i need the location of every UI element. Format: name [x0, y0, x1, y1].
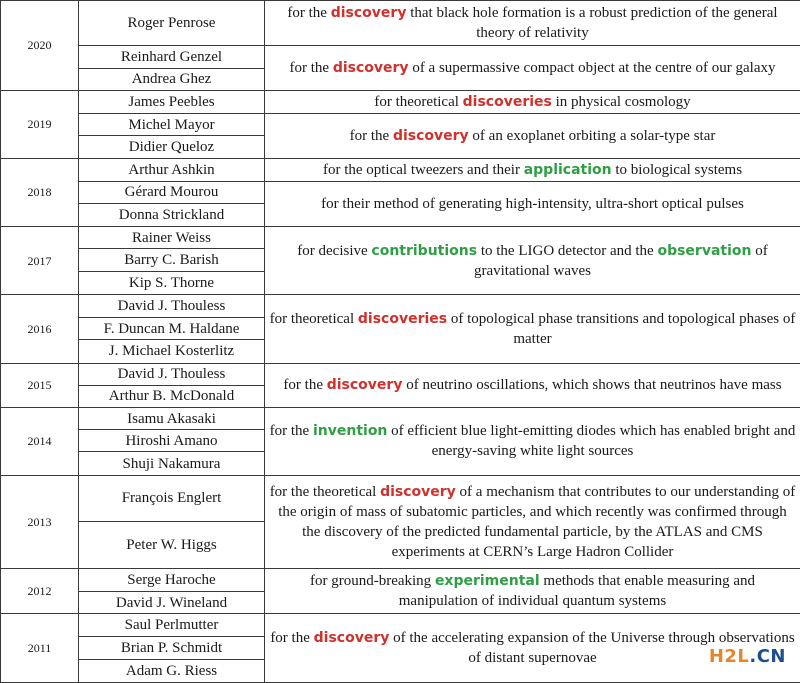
table-row — [1, 46, 800, 68]
table-row — [1, 227, 800, 249]
laureate-name: Donna Strickland — [79, 204, 265, 227]
year-cell: 2019 — [1, 90, 79, 158]
motivation-text: that black hole formation is a robust prediction of the general theory of relativity — [406, 5, 778, 42]
prize-motivation — [265, 408, 800, 476]
laureate-name: Roger Penrose — [79, 1, 265, 46]
table-row — [1, 568, 800, 591]
prize-motivation — [265, 181, 800, 226]
prize-motivation — [265, 158, 800, 181]
motivation-text: of a supermassive compact object at the centre of our galaxy — [408, 60, 776, 77]
laureate-name: Michel Mayor — [79, 114, 265, 136]
laureate-name: David J. Thouless — [79, 363, 265, 385]
laureate-name: F. Duncan M. Haldane — [79, 318, 265, 340]
table-row — [1, 90, 800, 113]
year-cell: 2012 — [1, 568, 79, 613]
motivation-text: for theoretical — [269, 310, 358, 327]
prize-motivation — [265, 114, 800, 158]
table-row — [1, 158, 800, 181]
motivation-text: of the accelerating expansion of the Universe through observations of distant supernovae — [389, 630, 795, 667]
highlight-keyword: discovery — [380, 483, 456, 500]
motivation-text: in physical cosmology — [551, 94, 691, 110]
prize-motivation — [265, 475, 800, 568]
laureate-name: David J. Wineland — [79, 591, 265, 613]
year-cell: 2014 — [1, 408, 79, 476]
table-body — [1, 1, 800, 683]
watermark-part1: H2L — [708, 646, 750, 667]
motivation-text: for the — [283, 377, 327, 394]
highlight-keyword: invention — [312, 423, 388, 440]
laureate-name: François Englert — [79, 475, 265, 521]
motivation-text: for ground-breaking — [309, 572, 435, 589]
laureate-name: Arthur Ashkin — [79, 158, 265, 181]
laureate-name: Serge Haroche — [79, 568, 265, 591]
laureate-name: Gérard Mourou — [79, 181, 265, 203]
highlight-keyword: discovery — [392, 127, 469, 144]
year-cell: 2017 — [1, 227, 79, 295]
motivation-text: of topological phase transitions and topological phases of matter — [447, 310, 796, 347]
laureate-name: Rainer Weiss — [79, 227, 265, 249]
prize-motivation — [265, 1, 800, 46]
laureate-name: Barry C. Barish — [79, 249, 265, 271]
highlight-keyword: experimental — [434, 572, 540, 589]
highlight-keyword: discovery — [330, 5, 407, 22]
motivation-text: for the theoretical — [269, 483, 381, 500]
laureate-name: David J. Thouless — [79, 294, 265, 317]
laureate-name: Didier Queloz — [79, 136, 265, 158]
motivation-text: to biological systems — [611, 161, 743, 178]
motivation-text: for the — [349, 127, 393, 144]
table-row — [1, 294, 800, 317]
table-row — [1, 114, 800, 136]
laureate-name: J. Michael Kosterlitz — [79, 340, 265, 363]
motivation-text: of gravitational waves — [473, 242, 768, 279]
motivation-text: for the — [287, 5, 331, 22]
motivation-text: for the optical tweezers and their — [322, 161, 524, 178]
table-row — [1, 1, 800, 46]
laureate-name: Adam G. Riess — [79, 659, 265, 682]
laureate-name: Reinhard Genzel — [79, 46, 265, 68]
motivation-text: for theoretical — [374, 94, 463, 110]
table-row — [1, 475, 800, 521]
year-cell: 2020 — [1, 1, 79, 91]
motivation-text: of an exoplanet orbiting a solar-type star — [468, 127, 716, 144]
laureate-name: Peter W. Higgs — [79, 522, 265, 568]
highlight-keyword: contributions — [371, 242, 478, 259]
prize-motivation — [265, 294, 800, 363]
table-row — [1, 363, 800, 385]
laureate-name: Saul Perlmutter — [79, 614, 265, 637]
prize-motivation — [265, 90, 800, 113]
laureate-name: Hiroshi Amano — [79, 430, 265, 452]
motivation-text: methods that enable measuring and manipulation of individual quantum systems — [398, 572, 756, 609]
table-row — [1, 181, 800, 203]
motivation-text: for the — [289, 60, 333, 77]
motivation-text: of efficient blue light-emitting diodes which has enabled bright and energy-saving white light sources — [387, 423, 796, 460]
motivation-text: for decisive — [297, 242, 372, 259]
year-cell: 2011 — [1, 614, 79, 683]
motivation-text: to the LIGO detector and the — [477, 242, 658, 259]
laureate-name: Shuji Nakamura — [79, 452, 265, 475]
year-cell: 2018 — [1, 158, 79, 227]
table-row — [1, 408, 800, 430]
watermark-part2: .CN — [749, 646, 786, 667]
highlight-keyword: discoveries — [357, 310, 448, 327]
motivation-text: for their method of generating high-intensity, ultra-short optical pulses — [321, 196, 744, 213]
laureate-name: Kip S. Thorne — [79, 271, 265, 294]
prize-motivation — [265, 227, 800, 295]
highlight-keyword: discovery — [313, 630, 390, 647]
prize-motivation — [265, 568, 800, 613]
highlight-keyword: discovery — [332, 60, 409, 77]
laureate-name: Isamu Akasaki — [79, 408, 265, 430]
highlight-keyword: discoveries — [462, 94, 552, 110]
laureate-name: Andrea Ghez — [79, 68, 265, 90]
site-watermark — [709, 646, 786, 667]
table-row — [1, 614, 800, 637]
motivation-text: of neutrino oscillations, which shows that neutrinos have mass — [402, 377, 782, 394]
year-cell: 2015 — [1, 363, 79, 407]
prize-motivation — [265, 46, 800, 90]
prize-motivation — [265, 363, 800, 407]
laureate-name: James Peebles — [79, 90, 265, 113]
highlight-keyword: application — [523, 161, 612, 178]
motivation-text: for the — [269, 423, 313, 440]
laureate-name: Arthur B. McDonald — [79, 385, 265, 407]
motivation-text: of a mechanism that contributes to our understanding of the origin of mass of subatomic particles, and which recently was confirmed through the discovery of the predicted fundamental particle, by the ATLAS and CMS experiments at CERN’s Large Hadron Collider — [278, 483, 796, 560]
highlight-keyword: discovery — [326, 377, 403, 394]
highlight-keyword: observation — [657, 242, 752, 259]
motivation-text: for the — [270, 630, 314, 647]
laureate-name: Brian P. Schmidt — [79, 637, 265, 659]
year-cell: 2013 — [1, 475, 79, 568]
year-cell: 2016 — [1, 294, 79, 363]
